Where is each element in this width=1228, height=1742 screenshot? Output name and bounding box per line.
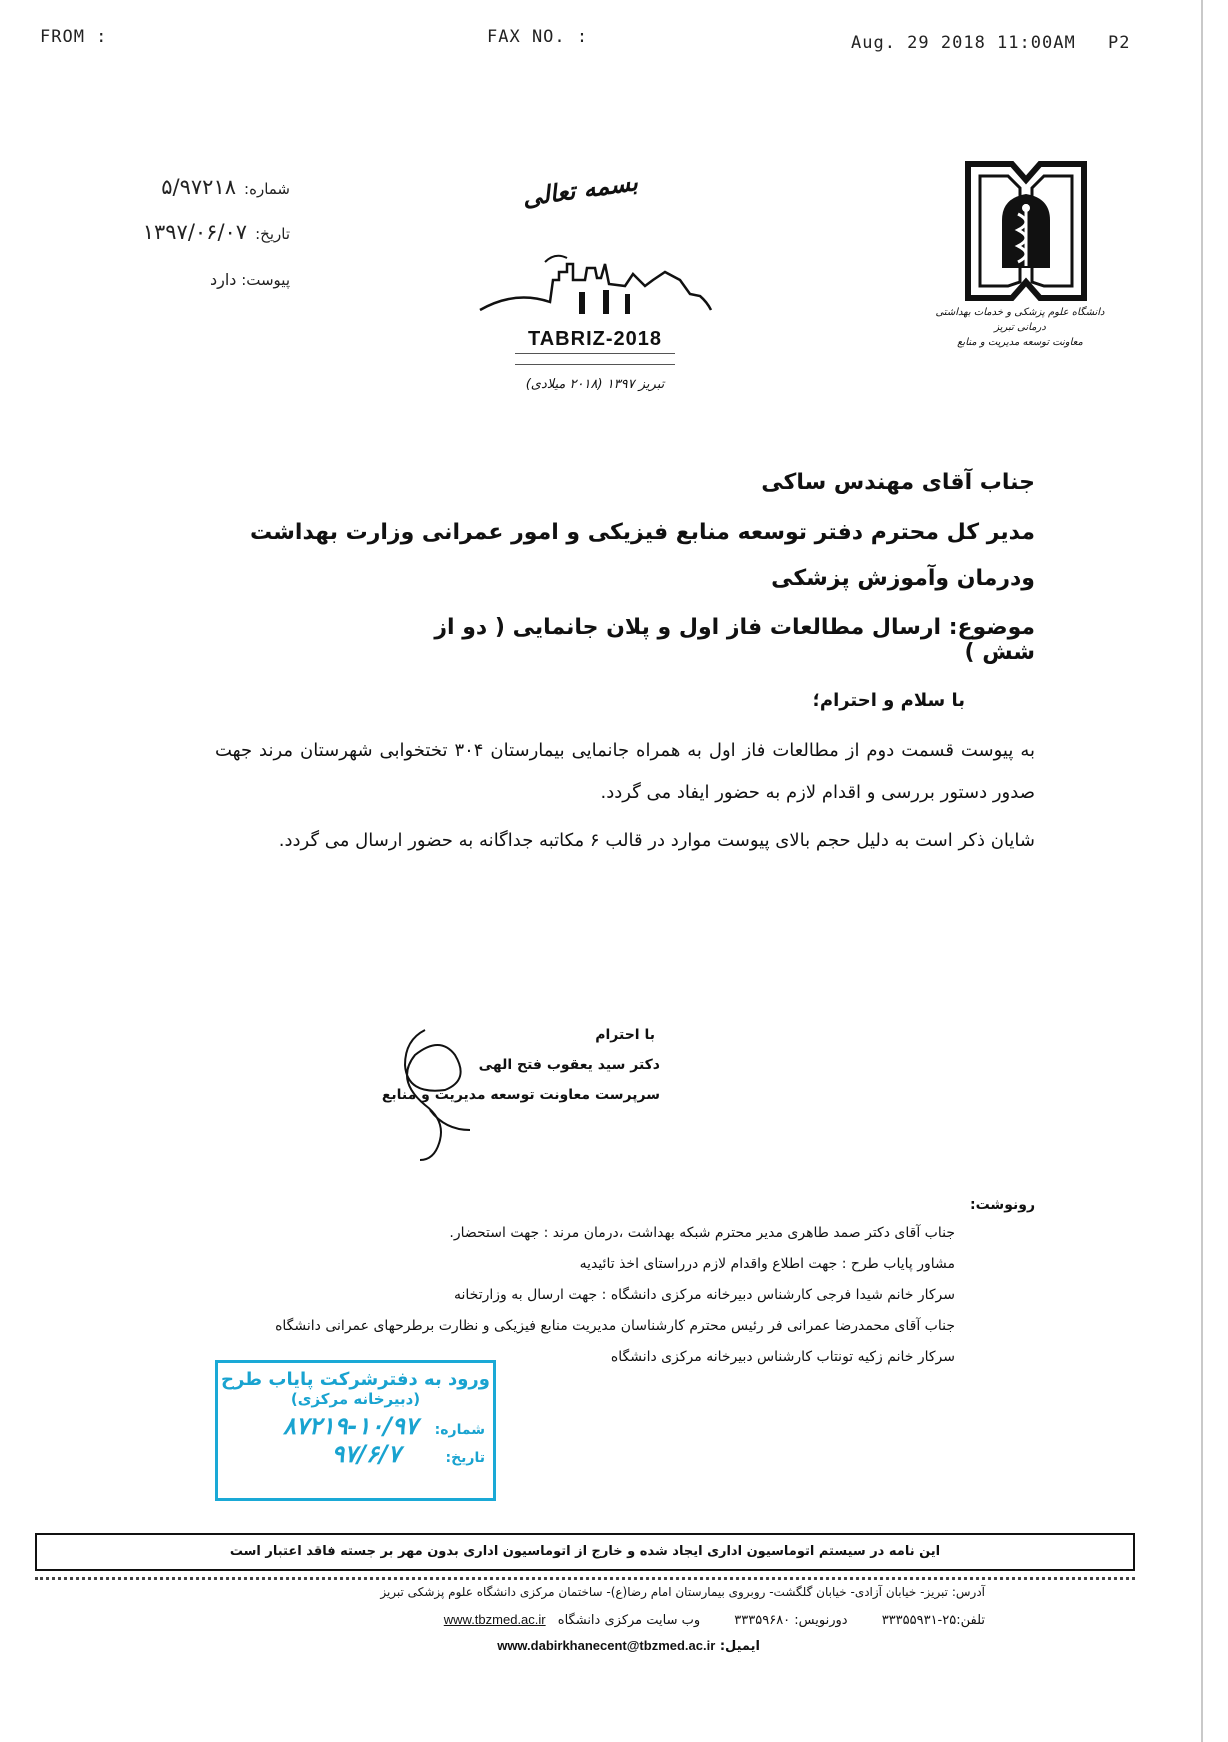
- letter-attachment-value: دارد: [209, 270, 237, 289]
- fax-number: FAX NO. :: [487, 27, 589, 47]
- letter-subject: موضوع: ارسال مطالعات فاز اول و پلان جانمایی ( دو از شش ): [434, 615, 1035, 665]
- stamp-date-label: تاریخ:: [445, 1450, 485, 1466]
- cc-item: مشاور پایاب طرح : جهت اطلاع واقدام لازم درراستای اخذ تائیدیه: [579, 1256, 955, 1272]
- signature-name: دکتر سید یعقوب فتح الهی: [478, 1057, 660, 1073]
- tabriz-logo-text: TABRIZ-2018: [528, 328, 662, 350]
- invocation-calligraphy: بسمه تعالی: [520, 167, 640, 212]
- letter-date-value: ۱۳۹۷/۰۶/۰۷: [142, 220, 248, 244]
- addressee-name: جناب آقای مهندس ساکی: [761, 470, 1035, 495]
- cc-list: [215, 1218, 955, 1373]
- signature-block: [370, 1020, 660, 1110]
- fax-from: FROM :: [40, 27, 108, 47]
- cc-item: جناب آقای دکتر صمد طاهری مدیر محترم شبکه بهداشت ،درمان مرند : جهت استحضار.: [449, 1225, 955, 1241]
- cc-item: سرکار خانم شیدا فرجی کارشناس دبیرخانه مرکزی دانشگاه : جهت ارسال به وزارتخانه: [454, 1287, 955, 1303]
- university-caption: [935, 305, 1105, 350]
- university-caption-line1: دانشگاه علوم پزشکی و خدمات بهداشتی درمانی تبریز: [935, 307, 1105, 333]
- tabriz-skyline-icon: [475, 250, 715, 330]
- footer-divider: [35, 1577, 1135, 1580]
- body-paragraph-1: به پیوست قسمت دوم از مطالعات فاز اول به همراه جانمایی بیمارستان ۳۰۴ تختخوابی شهرستان مرند جهت صدور دستور بررسی و اقدام لازم به حضور ایفاد می گردد.: [215, 740, 1035, 803]
- footer-website-label: وب سایت مرکزی دانشگاه: [557, 1613, 701, 1628]
- signature-closing: با احترام: [595, 1027, 655, 1043]
- addressee-title: مدیر کل محترم دفتر توسعه منابع فیزیکی و امور عمرانی وزارت بهداشت ودرمان وآموزش پزشکی: [250, 520, 1035, 591]
- letter-date: [125, 220, 290, 244]
- footer-email-row: [470, 1638, 760, 1654]
- stamp-number-value: ۱۰/۹۷-۸۷۲۱۹: [283, 1412, 418, 1440]
- letter-attachment-label: پیوست:: [241, 271, 290, 289]
- signature-title: سرپرست معاونت توسعه مدیریت و منابع: [381, 1087, 660, 1103]
- validity-notice: این نامه در سیستم اتوماسیون اداری ایجاد شده و خارج از اتوماسیون اداری بدون مهر بر جسته فاقد اعتبار است: [35, 1533, 1135, 1571]
- letter-date-label: تاریخ:: [255, 225, 290, 243]
- stamp-number-row: [218, 1412, 493, 1440]
- scan-edge-line: [1201, 0, 1203, 1742]
- tabriz-2018-logo: [475, 250, 715, 395]
- stamp-date-value: ۹۷/۶/۷: [331, 1440, 401, 1468]
- letter-number: [150, 175, 290, 199]
- stamp-date-row: [218, 1440, 493, 1468]
- stamp-title: ورود به دفترشرکت پایاب طرح: [221, 1369, 490, 1390]
- fax-datetime: Aug. 29 2018 11:00AM: [851, 33, 1076, 53]
- greeting: با سلام و احترام؛: [812, 690, 965, 711]
- university-book-emblem-icon: [962, 158, 1090, 306]
- footer-address: آدرس: تبریز- خیابان آزادی- خیابان گلگشت- روبروی بیمارستان امام رضا(ع)- ساختمان مرکزی دانشگاه علوم پزشکی تبریز: [380, 1585, 985, 1599]
- footer-email-link[interactable]: www.dabirkhanecent@tbzmed.ac.ir: [497, 1638, 716, 1653]
- letter-number-label: شماره:: [244, 180, 290, 198]
- university-emblem: [962, 158, 1090, 306]
- stamp-subtitle: (دبیرخانه مرکزی): [290, 1390, 421, 1408]
- cc-heading: رونوشت:: [970, 1197, 1035, 1213]
- letter-attachment: [180, 270, 290, 289]
- cc-item: جناب آقای محمدرضا عمرانی فر رئیس محترم کارشناسان مدیریت منابع فیزیکی و نظارت برطرحهای عمرانی دانشگاه: [275, 1318, 955, 1334]
- fax-page: P2: [1108, 33, 1131, 53]
- tabriz-logo-rule: [515, 353, 675, 365]
- letter-number-value: ۵/۹۷۲۱۸: [161, 175, 237, 199]
- university-caption-line2: معاونت توسعه مدیریت و منابع: [957, 337, 1083, 348]
- cc-item: سرکار خانم زکیه تونتاب کارشناس دبیرخانه مرکزی دانشگاه: [610, 1349, 955, 1365]
- footer-email-label: ایمیل:: [719, 1639, 760, 1654]
- body-paragraph-2: شایان ذکر است به دلیل حجم بالای پیوست موارد در قالب ۶ مکاتبه جداگانه به حضور ارسال می گردد.: [278, 830, 1035, 851]
- stamp-number-label: شماره:: [434, 1422, 485, 1438]
- footer-phone: تلفن:۲۵-۳۳۳۵۵۹۳۱: [881, 1613, 985, 1628]
- footer-contact-row: [255, 1612, 985, 1628]
- footer-website-link[interactable]: www.tbzmed.ac.ir: [443, 1612, 546, 1627]
- received-stamp: [215, 1360, 496, 1501]
- footer-fax: دورنویس: ۳۳۳۵۹۶۸۰: [734, 1613, 848, 1628]
- tabriz-logo-caption: تبریز ۱۳۹۷ (۲۰۱۸ میلادی): [525, 377, 665, 392]
